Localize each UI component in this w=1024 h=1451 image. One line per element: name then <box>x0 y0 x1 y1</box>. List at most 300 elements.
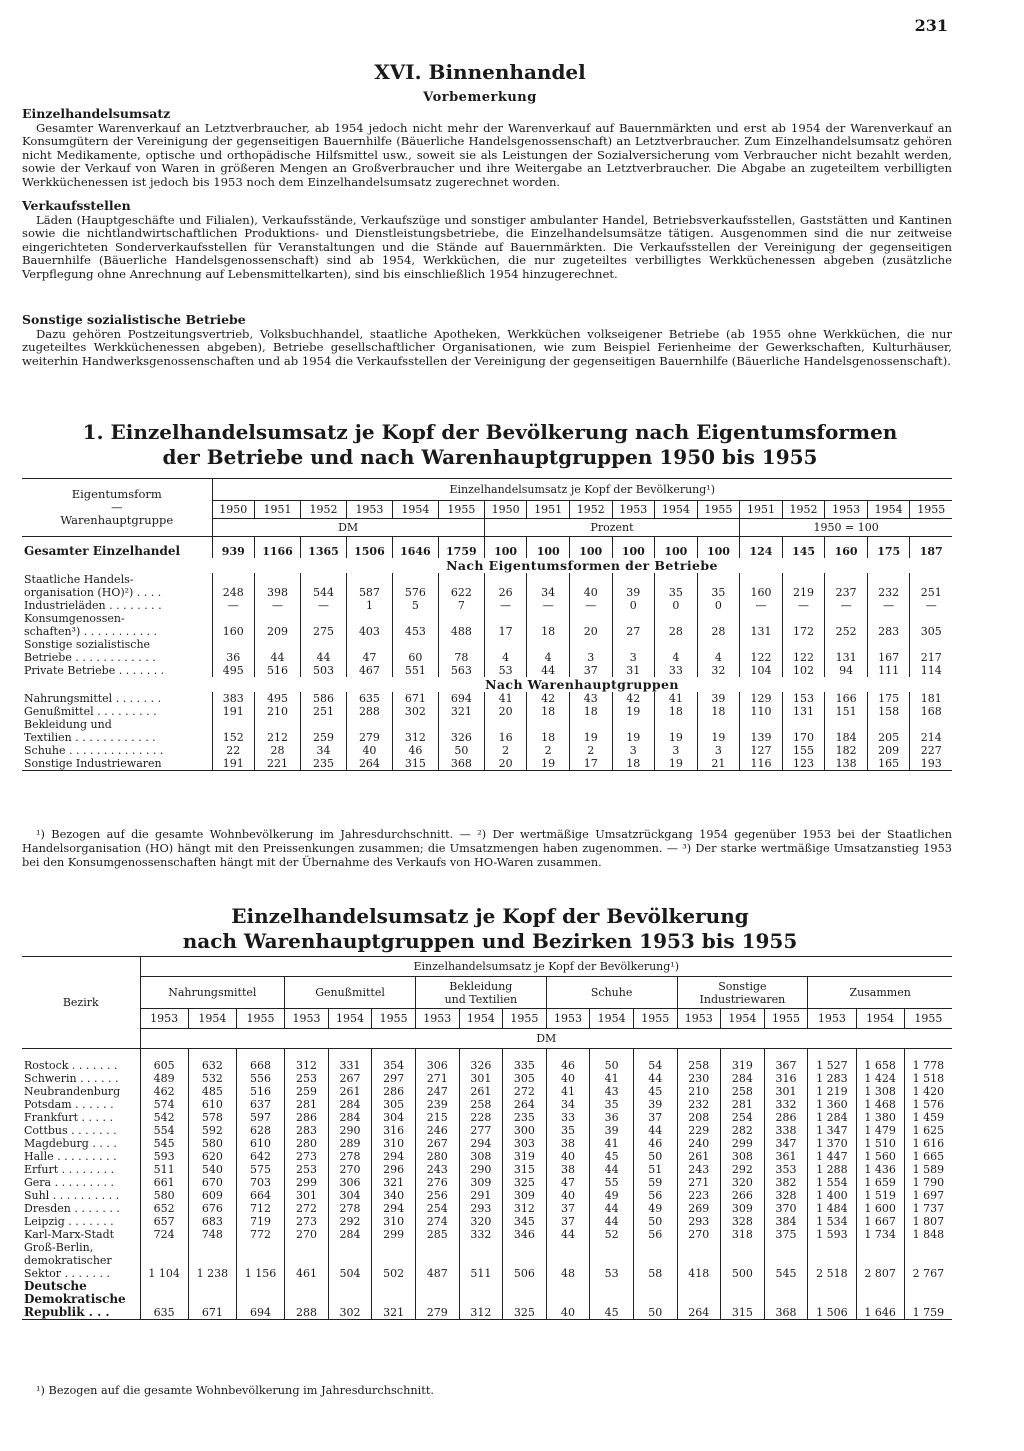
value-cell: 44 <box>590 1215 634 1228</box>
group-header: Genußmittel <box>285 977 416 1009</box>
value-cell: 278 <box>328 1150 372 1163</box>
value-cell: 251 <box>910 573 952 599</box>
row-label: Bekleidung und Textilien . . . . . . . . . . . . <box>24 718 156 744</box>
row-label: Potsdam . . . . . . <box>24 1097 114 1111</box>
value-cell: 232 <box>677 1098 721 1111</box>
value-cell: 219 <box>782 573 825 599</box>
value-cell: 3 <box>569 638 612 664</box>
value-cell: 2 <box>527 744 570 757</box>
value-cell: 19 <box>655 757 698 771</box>
value-cell: 668 <box>236 1059 284 1072</box>
value-cell: 302 <box>392 705 438 718</box>
value-cell: 694 <box>236 1280 284 1320</box>
value-cell: 44 <box>527 664 570 677</box>
value-cell: 620 <box>188 1150 236 1163</box>
value-cell: 264 <box>677 1280 721 1320</box>
value-cell: 487 <box>415 1241 459 1280</box>
value-cell: 208 <box>677 1111 721 1124</box>
value-cell: 205 <box>867 718 910 744</box>
year-header: 1951 <box>527 501 570 519</box>
value-cell: 453 <box>392 612 438 638</box>
value-cell: 676 <box>188 1202 236 1215</box>
value-cell: 122 <box>740 638 783 664</box>
row-label: Schuhe . . . . . . . . . . . . . . <box>24 744 164 757</box>
value-cell: 129 <box>740 692 783 705</box>
table-row <box>22 1163 952 1176</box>
value-cell: 34 <box>546 1098 590 1111</box>
value-cell: 100 <box>612 537 655 559</box>
value-cell: 502 <box>372 1241 416 1280</box>
table-row <box>22 1176 952 1189</box>
value-cell: 309 <box>721 1202 765 1215</box>
value-cell: 304 <box>328 1189 372 1202</box>
year-header: 1953 <box>677 1009 721 1029</box>
value-cell: 661 <box>140 1176 188 1189</box>
table-row <box>22 757 952 771</box>
value-cell: 280 <box>415 1150 459 1163</box>
value-cell: 33 <box>655 664 698 677</box>
value-cell: 167 <box>867 638 910 664</box>
value-cell: 504 <box>328 1241 372 1280</box>
value-cell: 50 <box>438 744 484 757</box>
value-cell: 39 <box>612 573 655 599</box>
value-cell: 306 <box>415 1059 459 1072</box>
value-cell: 44 <box>633 1072 677 1085</box>
value-cell: 303 <box>503 1137 547 1150</box>
spacer-cell <box>285 1049 329 1059</box>
value-cell: 37 <box>633 1111 677 1124</box>
value-cell: 50 <box>633 1280 677 1320</box>
table-row <box>22 1150 952 1163</box>
value-cell: 609 <box>188 1189 236 1202</box>
value-cell: 309 <box>503 1189 547 1202</box>
value-cell: 1 848 <box>904 1228 952 1241</box>
year-header: 1955 <box>438 501 484 519</box>
value-cell: 309 <box>459 1176 503 1189</box>
value-cell: 1 156 <box>236 1241 284 1280</box>
value-cell: 131 <box>825 638 868 664</box>
value-cell: 301 <box>764 1085 808 1098</box>
value-cell: 335 <box>503 1059 547 1072</box>
value-cell: 286 <box>764 1111 808 1124</box>
value-cell: 316 <box>764 1072 808 1085</box>
value-cell: 41 <box>546 1085 590 1098</box>
spacer-cell <box>415 1049 459 1059</box>
value-cell: 506 <box>503 1241 547 1280</box>
value-cell: 772 <box>236 1228 284 1241</box>
value-cell: 28 <box>697 612 740 638</box>
value-cell: 19 <box>697 718 740 744</box>
value-cell: 35 <box>546 1124 590 1137</box>
value-cell: 294 <box>372 1150 416 1163</box>
row-label: Suhl . . . . . . . . . . <box>24 1188 120 1202</box>
value-cell: 637 <box>236 1098 284 1111</box>
value-cell: 316 <box>372 1124 416 1137</box>
value-cell: 254 <box>415 1202 459 1215</box>
value-cell: 131 <box>782 705 825 718</box>
value-cell: 285 <box>415 1228 459 1241</box>
value-cell: 40 <box>546 1072 590 1085</box>
table-row <box>22 1098 952 1111</box>
year-header: 1955 <box>697 501 740 519</box>
section-text: Läden (Hauptgeschäfte und Filialen), Verkaufsstände, Verkaufszüge und sonstiger ambulanter Handel, Betriebsverkaufsstellen, Gaststätten und Kantinen sowie die nichtlandwirtschaftlichen Produktions- und Dienstleistungsbetriebe, die Einzelhandelsumsätze tätigen. Ausgenommen sind die nur zeitweise eingerichteten Sonderverkaufsstellen für Veranstaltungen und die Stände auf Bauernmärkten. Die Verkaufsstellen der Vereinigung der gegenseitigen Bauernhilfe (Bäuerliche Handelsgenossenschaft) sind ab 1954, Werkküchen, die nur zugeteiltes verbilligtes Werkküchenessen abgeben (zusätzliche Verpflegung ohne Anrechnung auf Lebensmittelkarten), sind bis einschließlich 1954 hinzugerechnet. <box>22 213 952 281</box>
value-cell: 346 <box>503 1228 547 1241</box>
value-cell: 671 <box>188 1280 236 1320</box>
value-cell: 258 <box>677 1059 721 1072</box>
value-cell: 315 <box>721 1280 765 1320</box>
value-cell: 279 <box>415 1280 459 1320</box>
value-cell: 166 <box>825 692 868 705</box>
value-cell: 305 <box>372 1098 416 1111</box>
value-cell: 326 <box>459 1059 503 1072</box>
spacer-cell <box>328 1049 372 1059</box>
value-cell: 345 <box>503 1215 547 1228</box>
value-cell: 467 <box>346 664 392 677</box>
year-header: 1955 <box>236 1009 284 1029</box>
value-cell: 261 <box>459 1085 503 1098</box>
value-cell: 1646 <box>392 537 438 559</box>
row-label: Nahrungsmittel . . . . . . . <box>24 692 162 705</box>
table-row <box>22 599 952 612</box>
value-cell: 104 <box>740 664 783 677</box>
value-cell: 1 576 <box>904 1098 952 1111</box>
value-cell: 0 <box>697 599 740 612</box>
value-cell: 576 <box>392 573 438 599</box>
year-header: 1953 <box>546 1009 590 1029</box>
year-header: 1955 <box>904 1009 952 1029</box>
value-cell: 100 <box>655 537 698 559</box>
value-cell: 331 <box>328 1059 372 1072</box>
unit-header: DM <box>140 1029 952 1049</box>
value-cell: 122 <box>782 638 825 664</box>
value-cell: 45 <box>590 1150 634 1163</box>
value-cell: 610 <box>188 1098 236 1111</box>
year-header: 1954 <box>392 501 438 519</box>
value-cell: 210 <box>677 1085 721 1098</box>
value-cell: 542 <box>140 1111 188 1124</box>
spacer-cell <box>721 1049 765 1059</box>
value-cell: 155 <box>782 744 825 757</box>
spacer-cell <box>22 558 212 573</box>
value-cell: 34 <box>301 744 347 757</box>
value-cell: 145 <box>782 537 825 559</box>
value-cell: 40 <box>346 744 392 757</box>
value-cell: 1759 <box>438 537 484 559</box>
value-cell: 181 <box>910 692 952 705</box>
value-cell: 563 <box>438 664 484 677</box>
table1-title-line1: 1. Einzelhandelsumsatz je Kopf der Bevölkerung nach Eigentumsformen <box>82 420 898 444</box>
value-cell: 259 <box>301 718 347 744</box>
value-cell: 368 <box>438 757 484 771</box>
row-label: Sonstige Industriewaren <box>22 757 212 771</box>
year-header: 1955 <box>372 1009 416 1029</box>
value-cell: 299 <box>285 1176 329 1189</box>
row-label: Erfurt . . . . . . . . <box>24 1162 115 1176</box>
value-cell: 247 <box>415 1085 459 1098</box>
year-header: 1955 <box>633 1009 677 1029</box>
value-cell: 4 <box>655 638 698 664</box>
value-cell: 18 <box>655 705 698 718</box>
value-cell: 209 <box>867 744 910 757</box>
value-cell: 1 <box>346 599 392 612</box>
value-cell: 328 <box>764 1189 808 1202</box>
table-row <box>22 1124 952 1137</box>
value-cell: 261 <box>677 1150 721 1163</box>
value-cell: 44 <box>301 638 347 664</box>
value-cell: 321 <box>372 1176 416 1189</box>
value-cell: 35 <box>655 573 698 599</box>
value-cell: 168 <box>910 705 952 718</box>
value-cell: 540 <box>188 1163 236 1176</box>
value-cell: 1 554 <box>808 1176 856 1189</box>
value-cell: 284 <box>328 1228 372 1241</box>
value-cell: 223 <box>677 1189 721 1202</box>
year-header: 1953 <box>415 1009 459 1029</box>
value-cell: 277 <box>459 1124 503 1137</box>
value-cell: 256 <box>415 1189 459 1202</box>
value-cell: 36 <box>590 1111 634 1124</box>
value-cell: 40 <box>546 1150 590 1163</box>
section-heading: Verkaufsstellen <box>22 198 131 213</box>
value-cell: 297 <box>372 1072 416 1085</box>
value-cell: 319 <box>503 1150 547 1163</box>
spacer-cell <box>459 1049 503 1059</box>
value-cell: 1 790 <box>904 1176 952 1189</box>
column-group-header: Einzelhandelsumsatz je Kopf der Bevölkerung¹) <box>140 957 952 977</box>
value-cell: 36 <box>212 638 255 664</box>
value-cell: 44 <box>590 1163 634 1176</box>
value-cell: 290 <box>328 1124 372 1137</box>
value-cell: 1 288 <box>808 1163 856 1176</box>
value-cell: 28 <box>255 744 301 757</box>
value-cell: 60 <box>392 638 438 664</box>
value-cell: 49 <box>590 1189 634 1202</box>
value-cell: 545 <box>764 1241 808 1280</box>
value-cell: 100 <box>697 537 740 559</box>
value-cell: 170 <box>782 718 825 744</box>
value-cell: 3 <box>612 638 655 664</box>
value-cell: 276 <box>415 1176 459 1189</box>
spacer-cell <box>372 1049 416 1059</box>
value-cell: — <box>527 599 570 612</box>
value-cell: 215 <box>415 1111 459 1124</box>
value-cell: 312 <box>392 718 438 744</box>
value-cell: 253 <box>285 1163 329 1176</box>
value-cell: 281 <box>721 1098 765 1111</box>
value-cell: 724 <box>140 1228 188 1241</box>
value-cell: 78 <box>438 638 484 664</box>
value-cell: 1 510 <box>856 1137 904 1150</box>
value-cell: 288 <box>346 705 392 718</box>
value-cell: 1 283 <box>808 1072 856 1085</box>
year-header: 1951 <box>740 501 783 519</box>
value-cell: 511 <box>140 1163 188 1176</box>
value-cell: 671 <box>392 692 438 705</box>
section-heading: Einzelhandelsumsatz <box>22 106 171 121</box>
value-cell: 315 <box>392 757 438 771</box>
value-cell: 275 <box>301 612 347 638</box>
value-cell: 321 <box>438 705 484 718</box>
table-row <box>22 692 952 705</box>
value-cell: 312 <box>285 1059 329 1072</box>
year-header: 1951 <box>255 501 301 519</box>
value-cell: 19 <box>612 705 655 718</box>
section-einzelhandelsumsatz <box>22 106 952 189</box>
table-row <box>22 1280 952 1320</box>
value-cell: 5 <box>392 599 438 612</box>
value-cell: 160 <box>740 573 783 599</box>
value-cell: — <box>910 599 952 612</box>
value-cell: 1 308 <box>856 1085 904 1098</box>
section-verkaufsstellen <box>22 198 952 281</box>
value-cell: 485 <box>188 1085 236 1098</box>
value-cell: 235 <box>503 1111 547 1124</box>
unit-header: Prozent <box>484 519 739 537</box>
value-cell: 500 <box>721 1241 765 1280</box>
value-cell: 574 <box>140 1098 188 1111</box>
value-cell: 703 <box>236 1176 284 1189</box>
value-cell: 4 <box>484 638 527 664</box>
value-cell: 37 <box>546 1202 590 1215</box>
table-row <box>22 638 952 664</box>
value-cell: 294 <box>459 1137 503 1150</box>
value-cell: 27 <box>612 612 655 638</box>
value-cell: 632 <box>188 1059 236 1072</box>
value-cell: 545 <box>140 1137 188 1150</box>
value-cell: 193 <box>910 757 952 771</box>
value-cell: 1 625 <box>904 1124 952 1137</box>
value-cell: 683 <box>188 1215 236 1228</box>
year-header: 1954 <box>328 1009 372 1029</box>
unit-header: DM <box>212 519 484 537</box>
value-cell: 1 667 <box>856 1215 904 1228</box>
value-cell: 175 <box>867 537 910 559</box>
value-cell: 264 <box>503 1098 547 1111</box>
value-cell: 516 <box>236 1085 284 1098</box>
value-cell: 593 <box>140 1150 188 1163</box>
table-row <box>22 1059 952 1072</box>
year-header: 1954 <box>655 501 698 519</box>
value-cell: 18 <box>527 612 570 638</box>
value-cell: 239 <box>415 1098 459 1111</box>
value-cell: 237 <box>825 573 868 599</box>
value-cell: 39 <box>697 692 740 705</box>
value-cell: 165 <box>867 757 910 771</box>
value-cell: 44 <box>633 1124 677 1137</box>
row-label: Schwerin . . . . . . <box>24 1071 119 1085</box>
unit-header: 1950 = 100 <box>740 519 952 537</box>
value-cell: 495 <box>212 664 255 677</box>
value-cell: 278 <box>328 1202 372 1215</box>
year-header: 1952 <box>301 501 347 519</box>
value-cell: 264 <box>346 757 392 771</box>
value-cell: 172 <box>782 612 825 638</box>
value-cell: 489 <box>140 1072 188 1085</box>
value-cell: 252 <box>825 612 868 638</box>
value-cell: 284 <box>328 1111 372 1124</box>
value-cell: 209 <box>255 612 301 638</box>
value-cell: 100 <box>484 537 527 559</box>
spacer-cell <box>904 1049 952 1059</box>
total-row <box>22 537 952 559</box>
value-cell: 0 <box>612 599 655 612</box>
value-cell: 182 <box>825 744 868 757</box>
value-cell: 187 <box>910 537 952 559</box>
value-cell: 94 <box>825 664 868 677</box>
value-cell: 635 <box>140 1280 188 1320</box>
value-cell: 503 <box>301 664 347 677</box>
value-cell: 4 <box>527 638 570 664</box>
group-header: Sonstige Industriewaren <box>677 977 808 1009</box>
value-cell: 212 <box>255 718 301 744</box>
value-cell: 243 <box>677 1163 721 1176</box>
value-cell: 286 <box>372 1085 416 1098</box>
table-row <box>22 1072 952 1085</box>
table2-title-line1: Einzelhandelsumsatz je Kopf der Bevölkerung <box>231 904 749 928</box>
value-cell: 2 807 <box>856 1241 904 1280</box>
year-header: 1954 <box>590 1009 634 1029</box>
value-cell: 20 <box>484 757 527 771</box>
value-cell: 361 <box>764 1150 808 1163</box>
table1 <box>22 478 952 771</box>
value-cell: 272 <box>503 1085 547 1098</box>
value-cell: 151 <box>825 705 868 718</box>
value-cell: 50 <box>590 1059 634 1072</box>
year-header: 1955 <box>503 1009 547 1029</box>
row-label: Frankfurt . . . . . <box>24 1110 113 1124</box>
value-cell: 280 <box>285 1137 329 1150</box>
value-cell: — <box>825 599 868 612</box>
row-label: Gera . . . . . . . . . <box>24 1175 115 1189</box>
value-cell: 279 <box>346 718 392 744</box>
value-cell: 304 <box>372 1111 416 1124</box>
value-cell: 235 <box>301 757 347 771</box>
value-cell: 273 <box>285 1150 329 1163</box>
value-cell: 462 <box>140 1085 188 1098</box>
value-cell: 292 <box>721 1163 765 1176</box>
value-cell: 288 <box>285 1280 329 1320</box>
year-header: 1954 <box>188 1009 236 1029</box>
value-cell: 1 459 <box>904 1111 952 1124</box>
value-cell: 1 658 <box>856 1059 904 1072</box>
value-cell: 18 <box>527 718 570 744</box>
value-cell: 18 <box>612 757 655 771</box>
value-cell: 286 <box>285 1111 329 1124</box>
value-cell: 657 <box>140 1215 188 1228</box>
value-cell: 292 <box>328 1215 372 1228</box>
value-cell: 160 <box>212 612 255 638</box>
value-cell: 19 <box>612 718 655 744</box>
value-cell: 1 104 <box>140 1241 188 1280</box>
value-cell: 35 <box>590 1098 634 1111</box>
value-cell: 258 <box>721 1085 765 1098</box>
value-cell: 45 <box>633 1085 677 1098</box>
value-cell: 1506 <box>346 537 392 559</box>
value-cell: 670 <box>188 1176 236 1189</box>
value-cell: 1 737 <box>904 1202 952 1215</box>
value-cell: 551 <box>392 664 438 677</box>
value-cell: 53 <box>590 1241 634 1280</box>
value-cell: — <box>867 599 910 612</box>
value-cell: — <box>212 599 255 612</box>
value-cell: 321 <box>372 1280 416 1320</box>
value-cell: 289 <box>328 1137 372 1150</box>
year-header: 1955 <box>910 501 952 519</box>
value-cell: 554 <box>140 1124 188 1137</box>
value-cell: 116 <box>740 757 783 771</box>
value-cell: 1 506 <box>808 1280 856 1320</box>
value-cell: 1 534 <box>808 1215 856 1228</box>
